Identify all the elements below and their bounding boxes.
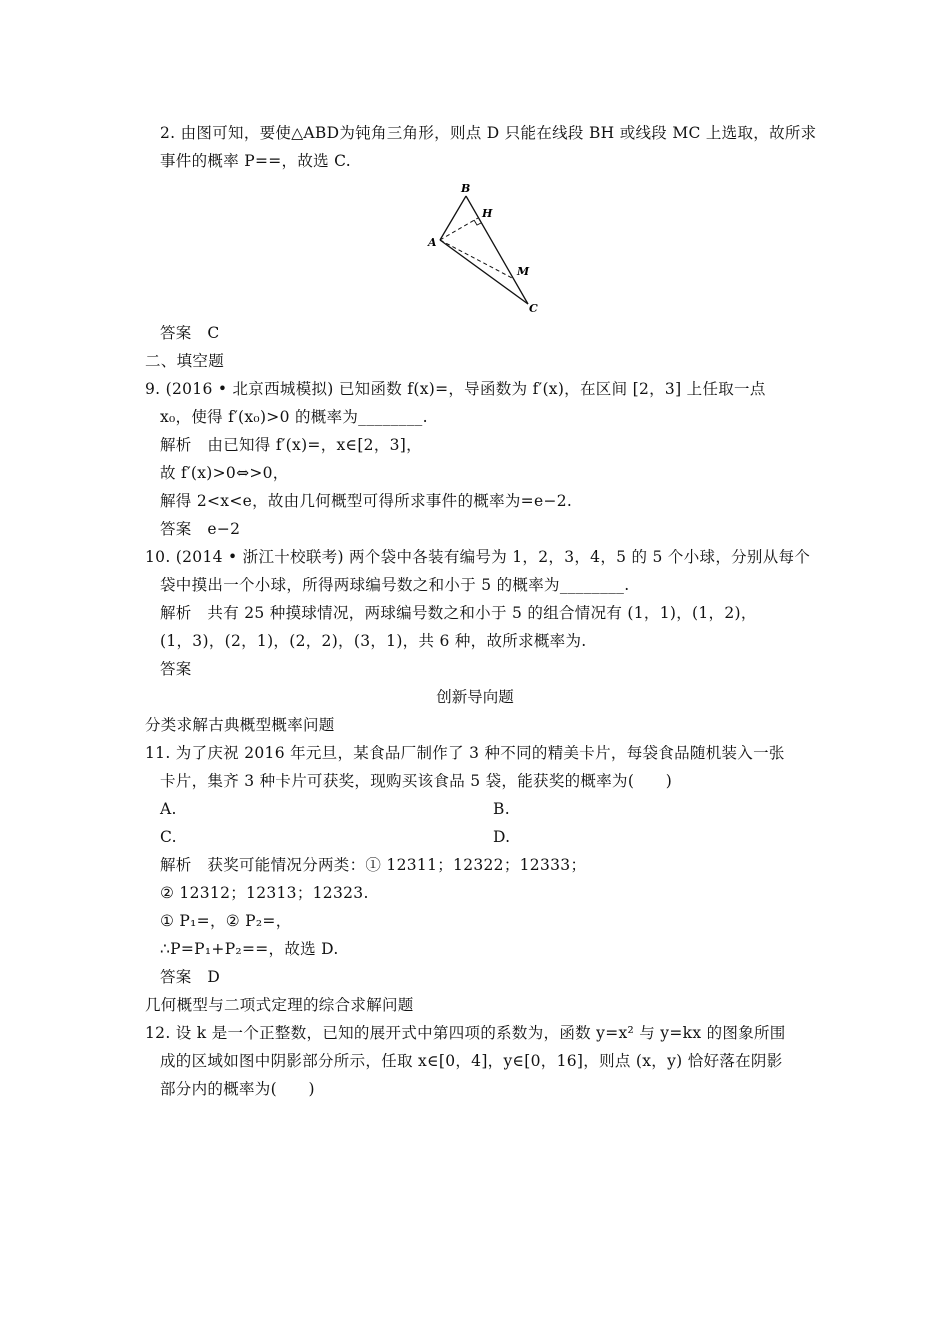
option-d: D. [493,828,511,846]
line-q11-f: ∴P=P₁+P₂==，故选 D. [160,940,339,958]
line-q10-answer: 答案 [160,660,192,678]
option-c: C. [160,828,177,846]
label-c: C [529,302,538,315]
line-q12-b: 成的区域如图中阴影部分所示，任取 x∈[0，4]，y∈[0，16]，则点 (x，y) 恰好落在阴影 [160,1052,783,1070]
label-m: M [517,265,530,278]
label-b: B [461,182,471,195]
line-q10-a: 10. (2014 • 浙江十校联考) 两个袋中各装有编号为 1，2，3，4，5 的 5 个小球，分别从每个 [145,548,811,566]
line-q12-c: 部分内的概率为( ) [160,1080,315,1098]
label-a: A [428,236,437,249]
option-b: B. [493,800,510,818]
line-q12-a: 12. 设 k 是一个正整数，已知的展开式中第四项的系数为，函数 y=x² 与 y=kx 的图象所围 [145,1024,786,1042]
line-q11-a: 11. 为了庆祝 2016 年元旦，某食品厂制作了 3 种不同的精美卡片，每袋食品随机装入一张 [145,744,785,762]
triangle-figure [420,178,560,322]
line-q10-d: (1，3)，(2，1)，(2，2)，(3，1)，共 6 种，故所求概率为. [160,632,587,650]
line-q9-c: 解析 由已知得 f′(x)=，x∈[2，3]， [160,436,422,454]
line-q11-e: ① P₁=，② P₂=， [160,912,292,930]
line-q9-e: 解得 2<x<e，故由几何概型可得所求事件的概率为=e−2. [160,492,573,510]
label-h: H [482,207,493,220]
line-q11-d: ② 12312；12313；12323. [160,884,369,902]
line-q9-answer: 答案 e−2 [160,520,241,538]
line-q10-b: 袋中摸出一个小球，所得两球编号数之和小于 5 的概率为________. [160,576,630,594]
line-q11-answer: 答案 D [160,968,221,986]
section-innovation: 创新导向题 [436,688,514,706]
line-q2-b: 事件的概率 P==，故选 C. [160,152,351,170]
line-q10-c: 解析 共有 25 种摸球情况，两球编号数之和小于 5 的组合情况有 (1，1)，(1，2)， [160,604,757,622]
line-q2-answer: 答案 C [160,324,220,342]
line-q11-b: 卡片，集齐 3 种卡片可获奖，现购买该食品 5 袋，能获奖的概率为( ) [160,772,673,790]
line-q11-c: 解析 获奖可能情况分两类：① 12311；12322；12333； [160,856,587,874]
line-q9-b: x₀，使得 f′(x₀)>0 的概率为________. [160,408,428,426]
subsection-geometric: 几何概型与二项式定理的综合求解问题 [145,996,414,1014]
subsection-classical: 分类求解古典概型概率问题 [145,716,335,734]
line-q9-d: 故 f′(x)>0⇔>0， [160,464,289,482]
section-fill-blank: 二、填空题 [145,352,225,370]
line-q2-a: 2. 由图可知，要使△ABD为钝角三角形，则点 D 只能在线段 BH 或线段 MC 上选取，故所求 [160,124,817,142]
line-q9-a: 9. (2016 • 北京西城模拟) 已知函数 f(x)=，导函数为 f′(x)，在区间 [2，3] 上任取一点 [145,380,766,398]
option-a: A. [160,800,177,818]
